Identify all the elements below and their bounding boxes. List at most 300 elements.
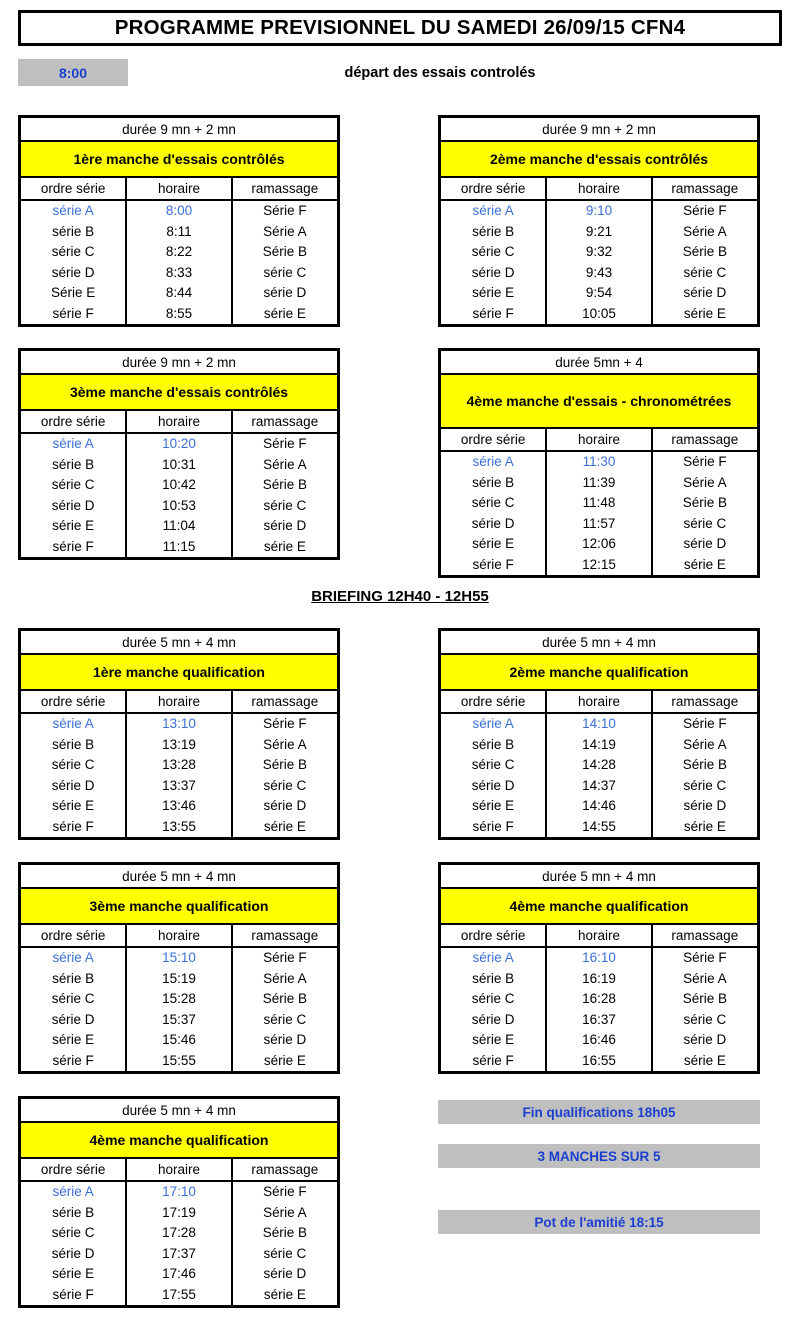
cell-ramassage: Série B xyxy=(682,244,727,260)
cell-horaire: 14:28 xyxy=(546,755,651,776)
cell-horaire: 13:10 xyxy=(126,713,231,735)
table-header-row xyxy=(21,1159,337,1181)
table-header-row xyxy=(441,925,757,947)
table-row xyxy=(21,1181,337,1203)
cell-ramassage: Série F xyxy=(683,454,727,470)
table-row xyxy=(21,536,337,557)
cell-ordre-serie: série F xyxy=(441,1050,546,1071)
cell-horaire: 10:42 xyxy=(126,475,231,496)
cell-horaire: 14:55 xyxy=(546,816,651,837)
heat-table xyxy=(441,925,757,1071)
column-header: ramassage xyxy=(652,925,757,947)
cell-ordre-serie: série B xyxy=(441,968,546,989)
cell-ordre-serie: série D xyxy=(21,775,126,796)
cell-ordre-serie: série B xyxy=(441,734,546,755)
cell-ramassage: Série F xyxy=(683,716,727,732)
heat-name: 3ème manche qualification xyxy=(21,889,337,925)
table-row xyxy=(441,947,757,969)
heat-duration: durée 5 mn + 4 mn xyxy=(21,865,337,889)
cell-ramassage: série E xyxy=(683,1052,726,1068)
cell-ordre-serie: série A xyxy=(441,451,546,473)
column-header: horaire xyxy=(546,429,651,451)
cell-ramassage: série E xyxy=(263,818,306,834)
cell-ordre-serie: série D xyxy=(21,495,126,516)
cell-ordre-serie: série C xyxy=(441,242,546,263)
column-header: ramassage xyxy=(232,178,337,200)
table-header-row xyxy=(441,429,757,451)
cell-ordre-serie: série B xyxy=(21,221,126,242)
heat-table xyxy=(21,691,337,837)
column-header: ordre série xyxy=(441,691,546,713)
cell-horaire: 9:43 xyxy=(546,262,651,283)
column-header: ordre série xyxy=(21,925,126,947)
cell-horaire: 13:19 xyxy=(126,734,231,755)
column-header: horaire xyxy=(126,1159,231,1181)
cell-ordre-serie: série E xyxy=(21,796,126,817)
cell-horaire: 12:15 xyxy=(546,554,651,575)
table-row xyxy=(21,1030,337,1051)
table-row xyxy=(441,968,757,989)
table-row xyxy=(21,283,337,304)
cell-ordre-serie: série A xyxy=(441,713,546,735)
table-row xyxy=(21,475,337,496)
cell-ordre-serie: série B xyxy=(441,472,546,493)
table-row xyxy=(21,200,337,222)
heat-block xyxy=(18,348,340,560)
cell-ordre-serie: série B xyxy=(441,221,546,242)
table-row xyxy=(441,796,757,817)
heat-duration: durée 9 mn + 2 mn xyxy=(441,118,757,142)
cell-ramassage: Série B xyxy=(262,757,307,773)
cell-ordre-serie: série A xyxy=(21,713,126,735)
cell-ordre-serie: série A xyxy=(21,433,126,455)
column-header: ramassage xyxy=(232,925,337,947)
briefing-note xyxy=(18,588,782,605)
heat-name: 2ème manche qualification xyxy=(441,655,757,691)
cell-ramassage: série D xyxy=(683,285,727,301)
heat-duration: durée 5 mn + 4 mn xyxy=(21,1099,337,1123)
table-row xyxy=(21,1009,337,1030)
heat-duration: durée 9 mn + 2 mn xyxy=(21,351,337,375)
cell-horaire: 11:57 xyxy=(546,513,651,534)
info-note xyxy=(438,1144,760,1168)
heat-block xyxy=(438,348,760,578)
cell-ordre-serie: série E xyxy=(21,516,126,537)
table-row xyxy=(441,989,757,1010)
heat-table xyxy=(21,1159,337,1305)
cell-ordre-serie: série F xyxy=(441,816,546,837)
cell-horaire: 16:28 xyxy=(546,989,651,1010)
column-header: ramassage xyxy=(652,178,757,200)
table-row xyxy=(21,495,337,516)
table-row xyxy=(21,516,337,537)
table-row xyxy=(441,734,757,755)
cell-ordre-serie: série E xyxy=(441,283,546,304)
cell-horaire: 13:55 xyxy=(126,816,231,837)
cell-ramassage: série E xyxy=(263,1286,306,1302)
cell-horaire: 8:11 xyxy=(126,221,231,242)
cell-ordre-serie: série C xyxy=(21,1223,126,1244)
heat-table xyxy=(441,429,757,575)
table-row xyxy=(441,816,757,837)
heat-duration: durée 5 mn + 4 mn xyxy=(441,631,757,655)
table-row xyxy=(441,554,757,575)
cell-ordre-serie: série A xyxy=(21,1181,126,1203)
heat-name: 2ème manche d'essais contrôlés xyxy=(441,142,757,178)
cell-ordre-serie: série D xyxy=(441,775,546,796)
column-header: horaire xyxy=(546,178,651,200)
table-row xyxy=(21,1284,337,1305)
cell-ordre-serie: série C xyxy=(441,493,546,514)
cell-horaire: 12:06 xyxy=(546,534,651,555)
table-header-row xyxy=(441,178,757,200)
cell-horaire: 11:15 xyxy=(126,536,231,557)
cell-horaire: 16:55 xyxy=(546,1050,651,1071)
cell-horaire: 9:21 xyxy=(546,221,651,242)
cell-ramassage: Série F xyxy=(263,203,307,219)
heat-table xyxy=(21,178,337,324)
table-row xyxy=(441,221,757,242)
heat-block xyxy=(18,1096,340,1308)
cell-ordre-serie: série A xyxy=(441,947,546,969)
column-header: ramassage xyxy=(652,429,757,451)
table-header-row xyxy=(441,691,757,713)
column-header: horaire xyxy=(126,411,231,433)
cell-horaire: 14:46 xyxy=(546,796,651,817)
cell-horaire: 8:55 xyxy=(126,303,231,324)
column-header: ordre série xyxy=(21,178,126,200)
cell-ramassage: Série B xyxy=(262,1225,307,1241)
cell-ordre-serie: série E xyxy=(21,1264,126,1285)
start-description-text: départ des essais controlés xyxy=(344,64,536,81)
cell-ramassage: série E xyxy=(263,1052,306,1068)
cell-ordre-serie: série C xyxy=(21,242,126,263)
column-header: ordre série xyxy=(441,429,546,451)
cell-ordre-serie: série D xyxy=(21,1243,126,1264)
cell-horaire: 11:48 xyxy=(546,493,651,514)
table-row xyxy=(441,1009,757,1030)
column-header: horaire xyxy=(546,691,651,713)
cell-ramassage: série D xyxy=(683,536,727,552)
column-header: ramassage xyxy=(232,411,337,433)
cell-horaire: 15:46 xyxy=(126,1030,231,1051)
start-description xyxy=(230,59,650,86)
cell-ordre-serie: série B xyxy=(21,454,126,475)
table-row xyxy=(21,221,337,242)
table-row xyxy=(441,262,757,283)
cell-ordre-serie: série F xyxy=(21,536,126,557)
cell-ramassage: série D xyxy=(683,798,727,814)
heat-duration: durée 9 mn + 2 mn xyxy=(21,118,337,142)
cell-horaire: 16:10 xyxy=(546,947,651,969)
cell-horaire: 9:54 xyxy=(546,283,651,304)
cell-ordre-serie: série C xyxy=(21,989,126,1010)
heat-name: 4ème manche qualification xyxy=(441,889,757,925)
cell-ramassage: série C xyxy=(683,1011,727,1027)
table-row xyxy=(21,968,337,989)
page-title-text: PROGRAMME PREVISIONNEL DU SAMEDI 26/09/15 CFN4 xyxy=(114,16,686,39)
cell-ramassage: Série A xyxy=(263,1204,307,1220)
cell-ramassage: Série F xyxy=(263,950,307,966)
cell-ordre-serie: série D xyxy=(21,262,126,283)
column-header: ramassage xyxy=(652,691,757,713)
cell-ramassage: série E xyxy=(263,305,306,321)
table-row xyxy=(441,755,757,776)
cell-ordre-serie: série B xyxy=(21,1202,126,1223)
cell-ramassage: Série F xyxy=(683,203,727,219)
cell-ramassage: série C xyxy=(263,1245,307,1261)
cell-horaire: 13:46 xyxy=(126,796,231,817)
column-header: horaire xyxy=(126,178,231,200)
column-header: ordre série xyxy=(441,925,546,947)
info-note-text: Pot de l'amitié 18:15 xyxy=(534,1214,664,1230)
start-time-text: 8:00 xyxy=(58,64,88,81)
table-header-row xyxy=(21,411,337,433)
table-row xyxy=(441,1030,757,1051)
table-row xyxy=(21,734,337,755)
column-header: ordre série xyxy=(21,411,126,433)
table-header-row xyxy=(21,925,337,947)
cell-ramassage: Série F xyxy=(263,1184,307,1200)
cell-ramassage: Série F xyxy=(263,436,307,452)
cell-ordre-serie: série E xyxy=(441,1030,546,1051)
cell-horaire: 17:10 xyxy=(126,1181,231,1203)
table-row xyxy=(441,283,757,304)
table-row xyxy=(21,1202,337,1223)
table-row xyxy=(441,242,757,263)
cell-horaire: 15:19 xyxy=(126,968,231,989)
cell-ramassage: série D xyxy=(263,518,307,534)
cell-ordre-serie: série C xyxy=(21,755,126,776)
cell-ordre-serie: série C xyxy=(441,755,546,776)
cell-ordre-serie: série F xyxy=(21,816,126,837)
cell-ramassage: série D xyxy=(263,1032,307,1048)
cell-ramassage: série D xyxy=(683,1032,727,1048)
cell-horaire: 13:37 xyxy=(126,775,231,796)
heat-name: 4ème manche d'essais - chronométrées xyxy=(441,375,757,429)
cell-ramassage: Série B xyxy=(262,477,307,493)
cell-ordre-serie: série E xyxy=(441,796,546,817)
cell-ordre-serie: série F xyxy=(21,1284,126,1305)
cell-ramassage: Série A xyxy=(263,970,307,986)
cell-ramassage: série C xyxy=(263,497,307,513)
table-row xyxy=(21,816,337,837)
table-header-row xyxy=(21,178,337,200)
cell-ordre-serie: série B xyxy=(21,734,126,755)
cell-horaire: 16:19 xyxy=(546,968,651,989)
column-header: horaire xyxy=(546,925,651,947)
cell-horaire: 10:53 xyxy=(126,495,231,516)
cell-ramassage: série E xyxy=(263,538,306,554)
cell-ordre-serie: série D xyxy=(441,262,546,283)
table-row xyxy=(441,513,757,534)
cell-ramassage: série C xyxy=(263,777,307,793)
cell-horaire: 10:05 xyxy=(546,303,651,324)
column-header: ordre série xyxy=(21,1159,126,1181)
cell-horaire: 16:37 xyxy=(546,1009,651,1030)
cell-ramassage: Série A xyxy=(263,223,307,239)
cell-horaire: 10:20 xyxy=(126,433,231,455)
cell-ordre-serie: série A xyxy=(21,947,126,969)
table-row xyxy=(441,451,757,473)
cell-horaire: 17:37 xyxy=(126,1243,231,1264)
table-row xyxy=(441,534,757,555)
cell-ramassage: Série A xyxy=(683,474,727,490)
cell-horaire: 15:28 xyxy=(126,989,231,1010)
cell-ramassage: série D xyxy=(263,1266,307,1282)
cell-ramassage: série D xyxy=(263,798,307,814)
column-header: horaire xyxy=(126,925,231,947)
heat-name: 4ème manche qualification xyxy=(21,1123,337,1159)
cell-ramassage: Série A xyxy=(683,736,727,752)
cell-horaire: 17:46 xyxy=(126,1264,231,1285)
cell-ramassage: Série A xyxy=(683,970,727,986)
column-header: ramassage xyxy=(232,691,337,713)
heat-duration: durée 5 mn + 4 mn xyxy=(21,631,337,655)
cell-ordre-serie: série E xyxy=(21,1030,126,1051)
cell-horaire: 13:28 xyxy=(126,755,231,776)
cell-ordre-serie: série F xyxy=(441,303,546,324)
cell-ramassage: Série A xyxy=(683,223,727,239)
heat-block xyxy=(18,862,340,1074)
cell-horaire: 8:44 xyxy=(126,283,231,304)
cell-horaire: 17:28 xyxy=(126,1223,231,1244)
cell-ramassage: Série B xyxy=(682,991,727,1007)
heat-table xyxy=(441,178,757,324)
column-header: horaire xyxy=(126,691,231,713)
column-header: ramassage xyxy=(232,1159,337,1181)
table-row xyxy=(21,1223,337,1244)
cell-ordre-serie: série A xyxy=(21,200,126,222)
cell-ramassage: Série A xyxy=(263,456,307,472)
cell-horaire: 17:55 xyxy=(126,1284,231,1305)
info-note-text: 3 MANCHES SUR 5 xyxy=(537,1148,661,1164)
heat-name: 1ère manche d'essais contrôlés xyxy=(21,142,337,178)
cell-horaire: 15:55 xyxy=(126,1050,231,1071)
column-header: ordre série xyxy=(441,178,546,200)
cell-ramassage: série E xyxy=(683,305,726,321)
table-row xyxy=(21,1243,337,1264)
heat-block xyxy=(438,862,760,1074)
heat-table xyxy=(21,925,337,1071)
table-row xyxy=(441,1050,757,1071)
cell-horaire: 8:22 xyxy=(126,242,231,263)
table-row xyxy=(21,303,337,324)
briefing-text: BRIEFING 12H40 - 12H55 xyxy=(311,588,489,605)
cell-horaire: 17:19 xyxy=(126,1202,231,1223)
cell-horaire: 11:30 xyxy=(546,451,651,473)
cell-ramassage: Série F xyxy=(263,716,307,732)
cell-ordre-serie: série F xyxy=(21,1050,126,1071)
table-row xyxy=(441,472,757,493)
heat-name: 1ère manche qualification xyxy=(21,655,337,691)
cell-horaire: 10:31 xyxy=(126,454,231,475)
cell-ordre-serie: série C xyxy=(21,475,126,496)
table-row xyxy=(21,1264,337,1285)
table-row xyxy=(21,989,337,1010)
info-note xyxy=(438,1100,760,1124)
cell-ordre-serie: série F xyxy=(441,554,546,575)
table-row xyxy=(21,1050,337,1071)
info-note-text: Fin qualifications 18h05 xyxy=(522,1104,676,1120)
table-row xyxy=(441,775,757,796)
cell-horaire: 16:46 xyxy=(546,1030,651,1051)
cell-ramassage: Série B xyxy=(682,757,727,773)
table-row xyxy=(21,454,337,475)
cell-ramassage: Série A xyxy=(263,736,307,752)
heat-duration: durée 5 mn + 4 mn xyxy=(441,865,757,889)
table-row xyxy=(21,242,337,263)
heat-table xyxy=(21,411,337,557)
cell-ordre-serie: série A xyxy=(441,200,546,222)
cell-horaire: 15:37 xyxy=(126,1009,231,1030)
cell-ordre-serie: série C xyxy=(441,989,546,1010)
cell-horaire: 14:10 xyxy=(546,713,651,735)
table-row xyxy=(21,713,337,735)
heat-block xyxy=(438,628,760,840)
column-header: ordre série xyxy=(21,691,126,713)
cell-horaire: 9:10 xyxy=(546,200,651,222)
page-title xyxy=(18,10,782,46)
heat-duration: durée 5mn + 4 xyxy=(441,351,757,375)
cell-ordre-serie: série B xyxy=(21,968,126,989)
cell-ordre-serie: série D xyxy=(441,513,546,534)
cell-ramassage: série C xyxy=(263,264,307,280)
cell-ordre-serie: série F xyxy=(21,303,126,324)
heat-block xyxy=(438,115,760,327)
table-row xyxy=(21,262,337,283)
table-row xyxy=(441,713,757,735)
table-row xyxy=(21,947,337,969)
heat-block xyxy=(18,628,340,840)
cell-ramassage: série C xyxy=(683,777,727,793)
cell-ramassage: série C xyxy=(683,264,727,280)
start-time-badge xyxy=(18,59,128,86)
cell-ramassage: Série B xyxy=(262,991,307,1007)
cell-horaire: 11:39 xyxy=(546,472,651,493)
cell-ramassage: Série F xyxy=(683,950,727,966)
table-row xyxy=(21,796,337,817)
cell-horaire: 14:37 xyxy=(546,775,651,796)
cell-ramassage: Série B xyxy=(682,495,727,511)
table-row xyxy=(441,303,757,324)
table-row xyxy=(21,775,337,796)
cell-horaire: 11:04 xyxy=(126,516,231,537)
cell-ramassage: série D xyxy=(263,285,307,301)
table-row xyxy=(21,755,337,776)
cell-horaire: 9:32 xyxy=(546,242,651,263)
cell-horaire: 15:10 xyxy=(126,947,231,969)
cell-ordre-serie: série D xyxy=(441,1009,546,1030)
cell-ramassage: Série B xyxy=(262,244,307,260)
cell-ramassage: série E xyxy=(683,818,726,834)
cell-ramassage: série C xyxy=(683,515,727,531)
table-header-row xyxy=(21,691,337,713)
cell-horaire: 8:33 xyxy=(126,262,231,283)
table-row xyxy=(441,493,757,514)
cell-horaire: 14:19 xyxy=(546,734,651,755)
info-note xyxy=(438,1210,760,1234)
table-row xyxy=(441,200,757,222)
cell-ordre-serie: Série E xyxy=(21,283,126,304)
heat-name: 3ème manche d'essais contrôlés xyxy=(21,375,337,411)
cell-ordre-serie: série E xyxy=(441,534,546,555)
table-row xyxy=(21,433,337,455)
heat-table xyxy=(441,691,757,837)
heat-block xyxy=(18,115,340,327)
cell-ramassage: série C xyxy=(263,1011,307,1027)
cell-ramassage: série E xyxy=(683,556,726,572)
